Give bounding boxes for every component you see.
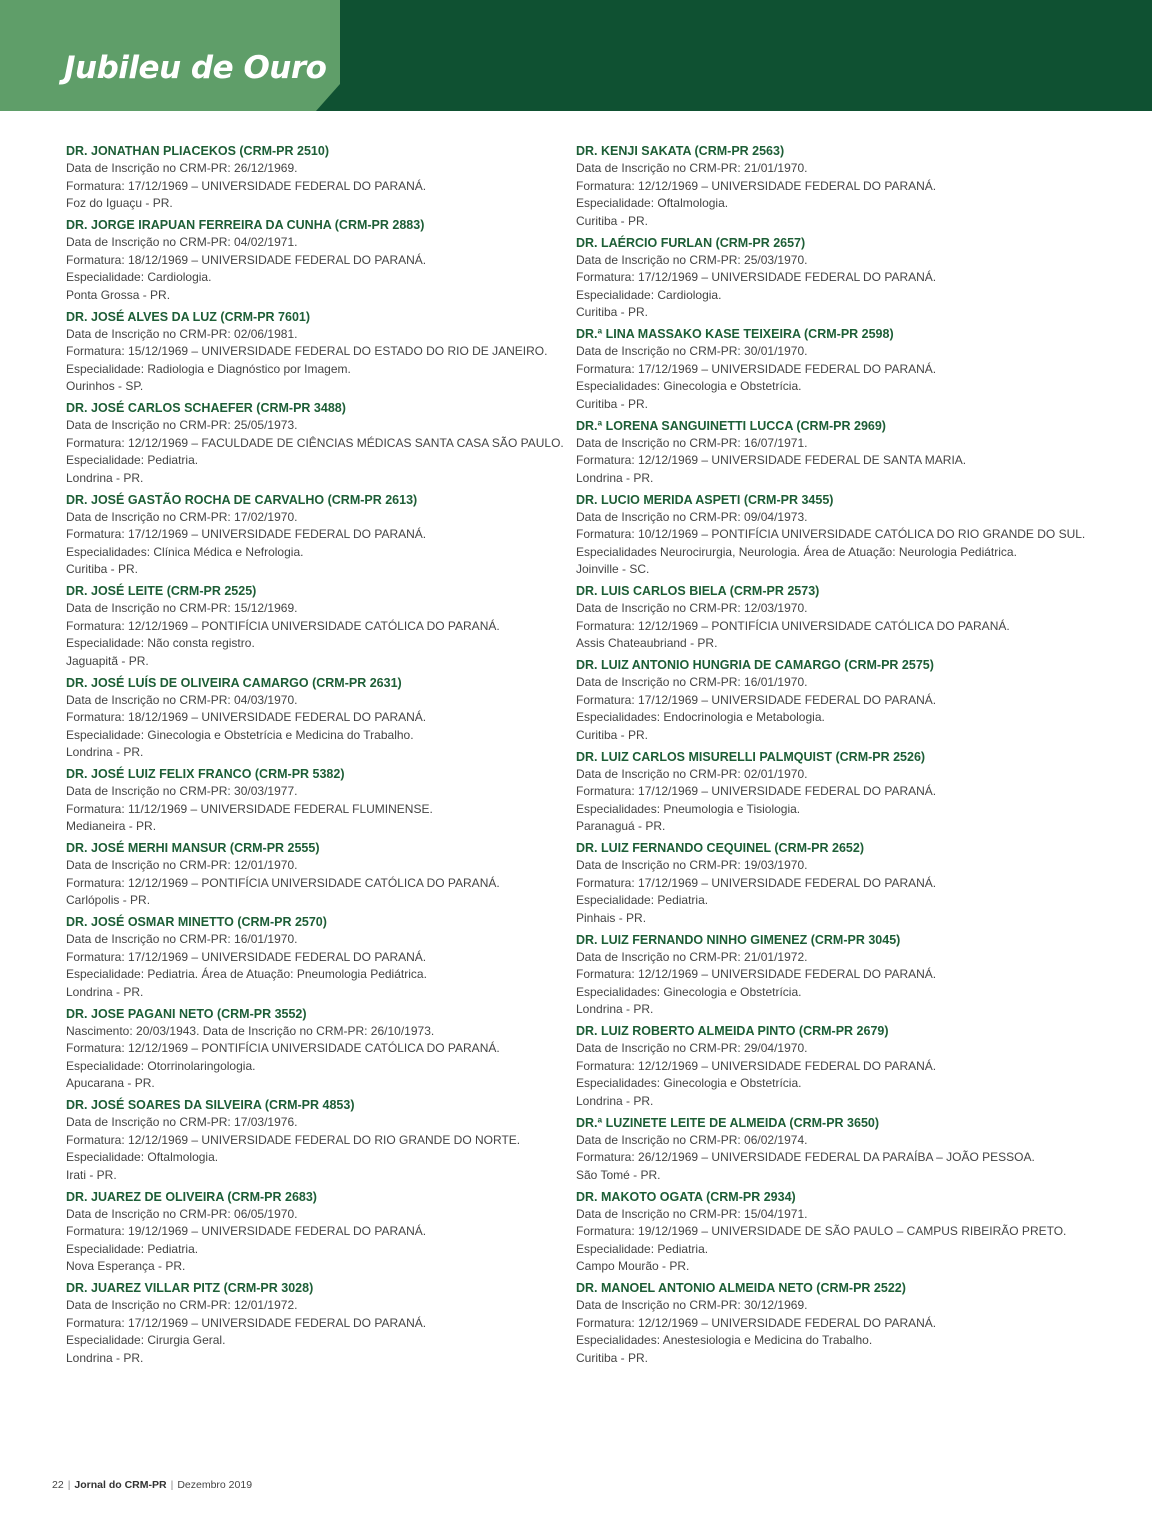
- doctor-detail-line: Especialidade: Pediatria.: [576, 1241, 709, 1256]
- doctor-entry: [576, 1022, 1096, 1110]
- doctor-detail-line: Londrina - PR.: [576, 470, 654, 485]
- doctor-entry: [66, 1279, 556, 1367]
- doctor-name: DR. JOSE PAGANI NETO (CRM-PR 3552): [66, 1006, 307, 1021]
- page-title: Jubileu de Ouro: [64, 50, 327, 86]
- doctor-detail-line: Especialidade: Pediatria.: [66, 1241, 199, 1256]
- footer-separator: |: [67, 1479, 71, 1491]
- doctor-detail-line: Data de Inscrição no CRM-PR: 04/02/1971.: [66, 235, 298, 249]
- doctor-detail-line: Curitiba - PR.: [576, 1350, 649, 1365]
- doctor-entry: [576, 656, 1096, 744]
- doctor-detail-line: Formatura: 12/12/1969 – PONTIFÍCIA UNIVERSIDADE CATÓLICA DO PARANÁ.: [576, 618, 1010, 633]
- journal-name: Jornal do CRM-PR: [74, 1479, 167, 1491]
- doctor-detail-line: Data de Inscrição no CRM-PR: 16/07/1971.: [576, 435, 808, 450]
- doctor-detail-line: Data de Inscrição no CRM-PR: 19/03/1970.: [576, 858, 808, 872]
- doctor-name: DR. JOSÉ LUÍS DE OLIVEIRA CAMARGO (CRM-PR 2631): [66, 675, 402, 690]
- doctor-name: DR. LUCIO MERIDA ASPETI (CRM-PR 3455): [576, 492, 834, 507]
- right-column: [576, 142, 1096, 1371]
- doctor-detail-line: Especialidades: Pneumologia e Tisiologia.: [576, 801, 801, 816]
- doctor-detail-line: Especialidade: Pediatria.: [576, 893, 709, 907]
- doctor-name: DR. LUIZ FERNANDO NINHO GIMENEZ (CRM-PR 3045): [576, 932, 901, 947]
- doctor-detail-line: Especialidades: Clínica Médica e Nefrologia.: [66, 544, 304, 559]
- doctor-detail-line: Data de Inscrição no CRM-PR: 15/04/1971.: [576, 1206, 808, 1221]
- doctor-detail-line: Londrina - PR.: [66, 745, 144, 759]
- doctor-detail-line: Especialidade: Radiologia e Diagnóstico por Imagem.: [66, 361, 351, 376]
- doctor-detail-line: Especialidades: Ginecologia e Obstetrícia.: [576, 1076, 802, 1090]
- page-footer: [52, 1479, 252, 1491]
- doctor-detail-line: Especialidade: Otorrinolaringologia.: [66, 1058, 256, 1073]
- doctor-detail-line: Data de Inscrição no CRM-PR: 04/03/1970.: [66, 692, 298, 707]
- doctor-detail-line: Joinville - SC.: [576, 562, 650, 576]
- doctor-name: DR. LUIS CARLOS BIELA (CRM-PR 2573): [576, 584, 820, 598]
- doctor-detail-line: Formatura: 10/12/1969 – PONTIFÍCIA UNIVERSIDADE CATÓLICA DO RIO GRANDE DO SUL.: [576, 527, 1086, 541]
- doctor-detail-line: Data de Inscrição no CRM-PR: 12/01/1972.: [66, 1298, 298, 1312]
- doctor-detail-line: Formatura: 17/12/1969 – UNIVERSIDADE FEDERAL DO PARANÁ.: [576, 270, 937, 284]
- doctor-detail-line: Data de Inscrição no CRM-PR: 25/05/1973.: [66, 418, 298, 432]
- footer-separator: |: [170, 1479, 174, 1491]
- doctor-detail-line: Formatura: 12/12/1969 – UNIVERSIDADE FEDERAL DO PARANÁ.: [576, 1058, 937, 1073]
- doctor-detail-line: Assis Chateaubriand - PR.: [576, 636, 718, 650]
- doctor-detail-line: Especialidades: Ginecologia e Obstetrícia.: [576, 984, 802, 999]
- doctor-entry: [576, 491, 1096, 579]
- doctor-detail-line: Data de Inscrição no CRM-PR: 15/12/1969.: [66, 601, 298, 615]
- doctor-name: DR. JOSÉ LEITE (CRM-PR 2525): [66, 584, 257, 598]
- doctor-detail-line: Londrina - PR.: [576, 1002, 654, 1016]
- doctor-detail-line: Data de Inscrição no CRM-PR: 21/01/1972.: [576, 949, 808, 964]
- doctor-detail-line: Data de Inscrição no CRM-PR: 30/03/1977.: [66, 784, 298, 798]
- doctor-detail-line: Especialidades Neurocirurgia, Neurologia. Área de Atuação: Neurologia Pediátrica.: [576, 544, 1017, 559]
- doctor-detail-line: Curitiba - PR.: [576, 213, 649, 228]
- doctor-detail-line: Jaguapitã - PR.: [66, 653, 149, 668]
- doctor-detail-line: Especialidades: Anestesiologia e Medicina do Trabalho.: [576, 1333, 873, 1347]
- doctor-entry: [576, 748, 1096, 836]
- doctor-detail-line: Data de Inscrição no CRM-PR: 17/02/1970.: [66, 509, 298, 524]
- doctor-entry: [66, 399, 564, 487]
- doctor-name: DR. JUAREZ VILLAR PITZ (CRM-PR 3028): [66, 1281, 314, 1295]
- doctor-detail-line: Data de Inscrição no CRM-PR: 12/01/1970.: [66, 858, 298, 872]
- page-number: 22: [52, 1479, 64, 1491]
- doctor-detail-line: Formatura: 17/12/1969 – UNIVERSIDADE FEDERAL DO PARANÁ.: [66, 178, 427, 193]
- doctor-detail-line: Formatura: 17/12/1969 – UNIVERSIDADE FEDERAL DO PARANÁ.: [576, 692, 937, 707]
- doctor-name: DR. LAÉRCIO FURLAN (CRM-PR 2657): [576, 235, 806, 250]
- doctor-entry: [576, 931, 1096, 1019]
- doctor-detail-line: Curitiba - PR.: [66, 562, 139, 576]
- doctor-entry: [66, 216, 556, 304]
- doctor-detail-line: Medianeira - PR.: [66, 819, 157, 833]
- doctor-entry: [66, 1005, 556, 1093]
- doctor-detail-line: Data de Inscrição no CRM-PR: 06/02/1974.: [576, 1132, 808, 1147]
- doctor-detail-line: Nascimento: 20/03/1943. Data de Inscrição no CRM-PR: 26/10/1973.: [66, 1023, 435, 1038]
- doctor-detail-line: Data de Inscrição no CRM-PR: 16/01/1970.: [66, 932, 298, 946]
- doctor-detail-line: Data de Inscrição no CRM-PR: 02/01/1970.: [576, 766, 808, 781]
- doctor-detail-line: Nova Esperança - PR.: [66, 1259, 186, 1273]
- doctor-name: DR. JUAREZ DE OLIVEIRA (CRM-PR 2683): [66, 1189, 317, 1204]
- doctor-detail-line: Data de Inscrição no CRM-PR: 26/12/1969.: [66, 161, 298, 175]
- doctor-name: DR. MANOEL ANTONIO ALMEIDA NETO (CRM-PR 2522): [576, 1281, 906, 1295]
- doctor-entry: [576, 1188, 1096, 1276]
- doctor-entry: [66, 765, 556, 836]
- doctor-detail-line: Curitiba - PR.: [576, 396, 649, 411]
- doctor-detail-line: Ponta Grossa - PR.: [66, 287, 171, 302]
- doctor-detail-line: Especialidade: Pediatria. Área de Atuação: Pneumologia Pediátrica.: [66, 967, 427, 981]
- doctor-name: DR. JOSÉ SOARES DA SILVEIRA (CRM-PR 4853): [66, 1098, 355, 1112]
- doctor-detail-line: Formatura: 26/12/1969 – UNIVERSIDADE FEDERAL DA PARAÍBA – JOÃO PESSOA.: [576, 1150, 1035, 1164]
- doctor-name: DR. LUIZ CARLOS MISURELLI PALMQUIST (CRM-PR 2526): [576, 749, 926, 764]
- doctor-entry: [576, 839, 1096, 927]
- doctor-detail-line: Formatura: 12/12/1969 – UNIVERSIDADE FEDERAL DO PARANÁ.: [576, 1315, 937, 1330]
- doctor-detail-line: Especialidade: Cardiologia.: [66, 270, 212, 284]
- doctor-name: DR. JORGE IRAPUAN FERREIRA DA CUNHA (CRM-PR 2883): [66, 218, 425, 232]
- doctor-detail-line: Formatura: 19/12/1969 – UNIVERSIDADE DE SÃO PAULO – CAMPUS RIBEIRÃO PRETO.: [576, 1224, 1067, 1238]
- doctor-entry: [66, 1096, 556, 1184]
- doctor-detail-line: Especialidade: Oftalmologia.: [66, 1150, 219, 1164]
- issue-date: Dezembro 2019: [177, 1479, 253, 1491]
- doctor-name: DR. LUIZ ROBERTO ALMEIDA PINTO (CRM-PR 2679): [576, 1024, 889, 1038]
- doctor-detail-line: Formatura: 12/12/1969 – PONTIFÍCIA UNIVERSIDADE CATÓLICA DO PARANÁ.: [66, 875, 500, 890]
- doctor-detail-line: Londrina - PR.: [576, 1093, 654, 1108]
- doctor-name: DR. JOSÉ ALVES DA LUZ (CRM-PR 7601): [66, 309, 311, 324]
- doctor-detail-line: Irati - PR.: [66, 1167, 117, 1182]
- doctor-detail-line: Formatura: 15/12/1969 – UNIVERSIDADE FEDERAL DO ESTADO DO RIO DE JANEIRO.: [66, 344, 548, 358]
- doctor-detail-line: Ourinhos - SP.: [66, 379, 144, 393]
- doctor-entry: [576, 1279, 1096, 1367]
- doctor-detail-line: Carlópolis - PR.: [66, 893, 151, 907]
- doctor-detail-line: Londrina - PR.: [66, 984, 144, 999]
- doctor-detail-line: Apucarana - PR.: [66, 1076, 155, 1090]
- doctor-entry: [66, 308, 556, 396]
- doctor-detail-line: Data de Inscrição no CRM-PR: 30/01/1970.: [576, 344, 808, 358]
- doctor-detail-line: Especialidades: Endocrinologia e Metabologia.: [576, 710, 825, 724]
- doctor-detail-line: Formatura: 12/12/1969 – UNIVERSIDADE FEDERAL DO PARANÁ.: [576, 178, 937, 193]
- doctor-detail-line: Formatura: 17/12/1969 – UNIVERSIDADE FEDERAL DO PARANÁ.: [66, 527, 427, 541]
- doctor-detail-line: Formatura: 11/12/1969 – UNIVERSIDADE FEDERAL FLUMINENSE.: [66, 801, 433, 816]
- doctor-entry: [66, 491, 556, 579]
- doctor-detail-line: Especialidade: Cardiologia.: [576, 287, 722, 302]
- doctor-detail-line: Campo Mourão - PR.: [576, 1259, 690, 1273]
- doctor-detail-line: Especialidade: Cirurgia Geral.: [66, 1333, 226, 1347]
- doctor-detail-line: Formatura: 19/12/1969 – UNIVERSIDADE FEDERAL DO PARANÁ.: [66, 1224, 427, 1238]
- doctor-entry: [576, 1114, 1096, 1185]
- doctor-entry: [66, 582, 556, 670]
- doctor-entry: [576, 417, 1096, 488]
- doctor-detail-line: Formatura: 17/12/1969 – UNIVERSIDADE FEDERAL DO PARANÁ.: [576, 361, 937, 376]
- doctor-detail-line: São Tomé - PR.: [576, 1167, 661, 1182]
- doctor-detail-line: Paranaguá - PR.: [576, 819, 666, 833]
- doctor-detail-line: Especialidade: Ginecologia e Obstetrícia e Medicina do Trabalho.: [66, 727, 414, 742]
- doctor-detail-line: Formatura: 12/12/1969 – UNIVERSIDADE FEDERAL DO PARANÁ.: [576, 967, 937, 981]
- doctor-detail-line: Data de Inscrição no CRM-PR: 30/12/1969.: [576, 1298, 808, 1312]
- doctor-detail-line: Especialidade: Pediatria.: [66, 453, 199, 467]
- doctor-entry: [576, 582, 1096, 653]
- doctor-name: DR. JOSÉ MERHI MANSUR (CRM-PR 2555): [66, 841, 320, 855]
- doctor-detail-line: Formatura: 17/12/1969 – UNIVERSIDADE FEDERAL DO PARANÁ.: [576, 875, 937, 890]
- doctor-detail-line: Formatura: 18/12/1969 – UNIVERSIDADE FEDERAL DO PARANÁ.: [66, 710, 427, 724]
- doctor-entry: [66, 1188, 556, 1276]
- doctor-detail-line: Data de Inscrição no CRM-PR: 25/03/1970.: [576, 252, 808, 267]
- doctor-detail-line: Foz do Iguaçu - PR.: [66, 196, 173, 210]
- doctor-detail-line: Formatura: 17/12/1969 – UNIVERSIDADE FEDERAL DO PARANÁ.: [576, 784, 937, 798]
- doctor-name: DR.ª LINA MASSAKO KASE TEIXEIRA (CRM-PR 2598): [576, 327, 894, 341]
- doctor-name: DR. JOSÉ CARLOS SCHAEFER (CRM-PR 3488): [66, 401, 346, 415]
- doctor-entry: [66, 913, 556, 1001]
- doctor-detail-line: Especialidade: Oftalmologia.: [576, 196, 729, 210]
- doctor-entry: [576, 234, 1096, 322]
- doctor-name: DR. JONATHAN PLIACEKOS (CRM-PR 2510): [66, 144, 329, 158]
- doctor-name: DR. JOSÉ LUIZ FELIX FRANCO (CRM-PR 5382): [66, 767, 345, 781]
- doctor-detail-line: Data de Inscrição no CRM-PR: 12/03/1970.: [576, 601, 808, 615]
- doctor-detail-line: Formatura: 12/12/1969 – UNIVERSIDADE FEDERAL DE SANTA MARIA.: [576, 453, 967, 467]
- doctor-name: DR.ª LUZINETE LEITE DE ALMEIDA (CRM-PR 3650): [576, 1115, 880, 1130]
- doctor-entry: [66, 674, 556, 762]
- doctor-detail-line: Formatura: 12/12/1969 – FACULDADE DE CIÊNCIAS MÉDICAS SANTA CASA SÃO PAULO.: [66, 435, 564, 450]
- doctor-entry: [576, 325, 1096, 413]
- doctor-detail-line: Especialidades: Ginecologia e Obstetrícia.: [576, 379, 802, 393]
- doctor-detail-line: Data de Inscrição no CRM-PR: 21/01/1970.: [576, 161, 808, 175]
- doctor-detail-line: Londrina - PR.: [66, 470, 144, 485]
- doctor-name: DR. LUIZ FERNANDO CEQUINEL (CRM-PR 2652): [576, 841, 864, 855]
- doctor-name: DR.ª LORENA SANGUINETTI LUCCA (CRM-PR 2969): [576, 418, 886, 433]
- doctor-detail-line: Data de Inscrição no CRM-PR: 16/01/1970.: [576, 675, 808, 689]
- doctor-detail-line: Data de Inscrição no CRM-PR: 29/04/1970.: [576, 1041, 808, 1055]
- doctor-name: DR. MAKOTO OGATA (CRM-PR 2934): [576, 1189, 796, 1204]
- doctor-entry: [66, 142, 556, 213]
- doctor-detail-line: Pinhais - PR.: [576, 910, 647, 925]
- doctor-detail-line: Londrina - PR.: [66, 1350, 144, 1365]
- doctor-name: DR. KENJI SAKATA (CRM-PR 2563): [576, 144, 785, 158]
- doctor-detail-line: Data de Inscrição no CRM-PR: 17/03/1976.: [66, 1115, 298, 1129]
- doctor-name: DR. JOSÉ GASTÃO ROCHA DE CARVALHO (CRM-PR 2613): [66, 492, 418, 507]
- doctor-name: DR. JOSÉ OSMAR MINETTO (CRM-PR 2570): [66, 915, 327, 929]
- doctor-detail-line: Especialidade: Não consta registro.: [66, 636, 255, 650]
- doctor-name: DR. LUIZ ANTONIO HUNGRIA DE CAMARGO (CRM-PR 2575): [576, 658, 934, 672]
- doctor-detail-line: Formatura: 12/12/1969 – PONTIFÍCIA UNIVERSIDADE CATÓLICA DO PARANÁ.: [66, 618, 500, 633]
- doctor-detail-line: Formatura: 17/12/1969 – UNIVERSIDADE FEDERAL DO PARANÁ.: [66, 949, 427, 964]
- doctor-entry: [576, 142, 1096, 230]
- doctor-detail-line: Formatura: 18/12/1969 – UNIVERSIDADE FEDERAL DO PARANÁ.: [66, 252, 427, 267]
- doctor-detail-line: Data de Inscrição no CRM-PR: 06/05/1970.: [66, 1206, 298, 1221]
- doctor-detail-line: Data de Inscrição no CRM-PR: 02/06/1981.: [66, 326, 298, 341]
- doctor-detail-line: Formatura: 17/12/1969 – UNIVERSIDADE FEDERAL DO PARANÁ.: [66, 1315, 427, 1330]
- doctor-detail-line: Curitiba - PR.: [576, 305, 649, 319]
- doctor-detail-line: Formatura: 12/12/1969 – PONTIFÍCIA UNIVERSIDADE CATÓLICA DO PARANÁ.: [66, 1041, 500, 1055]
- doctor-detail-line: Formatura: 12/12/1969 – UNIVERSIDADE FEDERAL DO RIO GRANDE DO NORTE.: [66, 1132, 521, 1147]
- doctor-detail-line: Curitiba - PR.: [576, 727, 649, 742]
- doctor-detail-line: Data de Inscrição no CRM-PR: 09/04/1973.: [576, 509, 808, 524]
- left-column: [66, 142, 564, 1371]
- doctor-entry: [66, 839, 556, 910]
